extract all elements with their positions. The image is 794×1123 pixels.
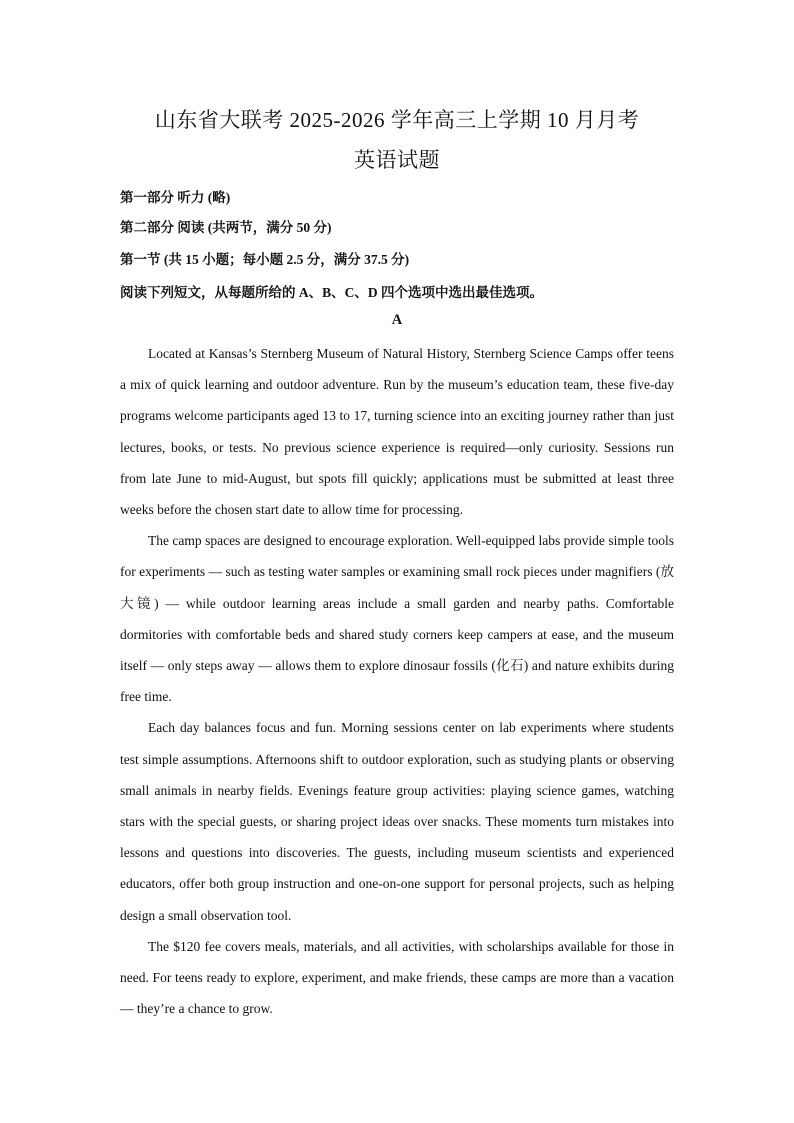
exam-title: 山东省大联考 2025-2026 学年高三上学期 10 月月考 [154, 108, 640, 132]
section1-heading: 第一节 (共 15 小题；每小题 2.5 分，满分 37.5 分) [120, 252, 410, 267]
reading-instruction: 阅读下列短文，从每题所给的 A、B、C、D 四个选项中选出最佳选项。 [120, 285, 544, 300]
passage-paragraph: The $120 fee covers meals, materials, and all activities, with scholarships available for those in need. For teens ready to explore, experiment, and make friends, these camps are more than a vacation — they’re a chance to grow. [120, 938, 674, 1017]
part2-heading: 第二部分 阅读 (共两节，满分 50 分) [120, 220, 332, 235]
passage-paragraph: Located at Kansas’s Sternberg Museum of Natural History, Sternberg Science Camps offer teens a mix of quick learning and outdoor adventure. Run by the museum’s education team, these five-day programs welcome participants aged 13 to 17, turning science into an exciting journey rather than just lectures, books, or tests. No previous science experience is required—only curiosity. Sessions run from late June to mid-August, but spots fill quickly; applications must be submitted at least three weeks before the chosen start date to allow time for processing. [120, 346, 674, 518]
passage-label: A [391, 312, 403, 328]
part1-heading: 第一部分 听力 (略) [120, 190, 231, 205]
passage-body [120, 338, 674, 1024]
passage-paragraph: The camp spaces are designed to encourage exploration. Well-equipped labs provide simple tools for experiments — such as testing water samples or examining small rock pieces under magnifiers (放大镜) — while outdoor learning areas include a small garden and nearby paths. Comfortable dormitories with comfortable beds and shared study corners keep campers at ease, and the museum itself — only steps away — allows them to explore dinosaur fossils (化石) and nature exhibits during free time. [120, 533, 674, 705]
passage-paragraph: Each day balances focus and fun. Morning sessions center on lab experiments where students test simple assumptions. Afternoons shift to outdoor exploration, such as studying plants or observing small animals in nearby fields. Evenings feature group activities: playing science games, watching stars with the special guests, or sharing project ideas over snacks. These moments turn mistakes into lessons and questions into discoveries. The guests, including museum scientists and experienced educators, offer both group instruction and one-on-one support for personal projects, such as helping design a small observation tool. [120, 720, 674, 923]
exam-subtitle: 英语试题 [354, 148, 440, 172]
